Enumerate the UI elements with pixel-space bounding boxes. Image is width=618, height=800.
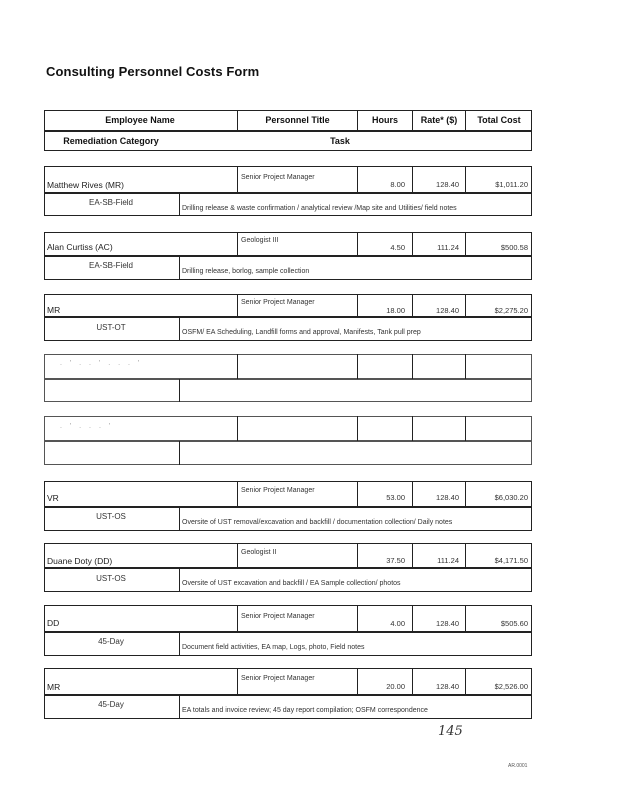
rate-header: Rate* ($) xyxy=(420,115,458,125)
employee-name: MR xyxy=(47,682,61,692)
employee-name: Matthew Rives (MR) xyxy=(47,180,124,190)
total-cost-header: Total Cost xyxy=(477,115,521,125)
hours-value: 18.00 xyxy=(386,306,405,315)
hours-value: 37.50 xyxy=(386,556,405,565)
employee-name: VR xyxy=(47,493,59,503)
remediation-category: 45-Day xyxy=(98,637,124,646)
remediation-category: EA-SB-Field xyxy=(88,261,133,270)
task-header: Task xyxy=(330,136,350,146)
total-value: $4,171.50 xyxy=(494,556,528,565)
task-description: EA totals and invoice review; 45 day report compilation; OSFM correspondence xyxy=(182,707,428,714)
personnel-title: Senior Project Manager xyxy=(241,174,315,181)
task-description: Document field activities, EA map, Logs, photo, Field notes xyxy=(182,644,365,651)
remediation-category: EA-SB-Field xyxy=(88,198,133,207)
remediation-category: UST-OS xyxy=(96,512,126,521)
personnel-title: Senior Project Manager xyxy=(241,299,315,306)
task-description: Oversite of UST excavation and backfill / EA Sample collection/ photos xyxy=(182,580,401,587)
total-value: $505.60 xyxy=(500,619,528,628)
employee-name: Alan Curtiss (AC) xyxy=(47,242,113,252)
rate-value: 128.40 xyxy=(436,493,459,502)
remediation-category: 45-Day xyxy=(98,700,124,709)
remediation-category-header: Remediation Category xyxy=(63,136,159,146)
personnel-title: Senior Project Manager xyxy=(241,487,315,494)
hours-value: 4.50 xyxy=(390,243,405,252)
task-description: OSFM/ EA Scheduling, Landfill forms and approval, Manifests, Tank pull prep xyxy=(182,329,421,336)
personnel-title: Senior Project Manager xyxy=(241,675,315,682)
rate-value: 128.40 xyxy=(436,682,459,691)
employee-name: DD xyxy=(47,618,60,628)
personnel-title: Senior Project Manager xyxy=(241,613,315,620)
total-value: $500.58 xyxy=(500,243,528,252)
personnel-title-header: Personnel Title xyxy=(265,115,330,125)
footer-code: AR.0001 xyxy=(508,763,528,769)
remediation-category: UST-OT xyxy=(96,323,126,332)
personnel-title: Geologist III xyxy=(241,237,279,244)
hours-header: Hours xyxy=(371,115,398,125)
total-value: $1,011.20 xyxy=(495,180,528,189)
employee-name: MR xyxy=(47,305,61,315)
rate-value: 128.40 xyxy=(436,180,459,189)
rate-value: 111.24 xyxy=(437,556,459,565)
total-value: $6,030.20 xyxy=(494,493,528,502)
total-value: $2,526.00 xyxy=(494,682,528,691)
rate-value: 128.40 xyxy=(436,619,459,628)
rate-value: 128.40 xyxy=(436,306,459,315)
task-description: Drilling release & waste confirmation / analytical review /Map site and Utilities/ field notes xyxy=(182,205,457,212)
hours-value: 53.00 xyxy=(386,493,405,502)
scan-noise: . ' . . ' . . . ' xyxy=(60,360,143,367)
total-value: $2,275.20 xyxy=(494,306,528,315)
form-title: Consulting Personnel Costs Form xyxy=(46,64,260,79)
hours-value: 8.00 xyxy=(390,180,405,189)
task-description: Drilling release, borlog, sample collection xyxy=(182,268,310,275)
handwritten-page-number: 145 xyxy=(438,724,463,739)
personnel-title: Geologist II xyxy=(241,549,277,556)
employee-name-header: Employee Name xyxy=(105,115,175,125)
scan-noise: . ' . . . ' xyxy=(60,423,114,430)
hours-value: 4.00 xyxy=(390,619,405,628)
remediation-category: UST-OS xyxy=(96,574,126,583)
employee-name: Duane Doty (DD) xyxy=(47,556,113,566)
rate-value: 111.24 xyxy=(437,243,459,252)
task-description: Oversite of UST removal/excavation and backfill / documentation collection/ Daily notes xyxy=(182,519,453,526)
hours-value: 20.00 xyxy=(386,682,405,691)
